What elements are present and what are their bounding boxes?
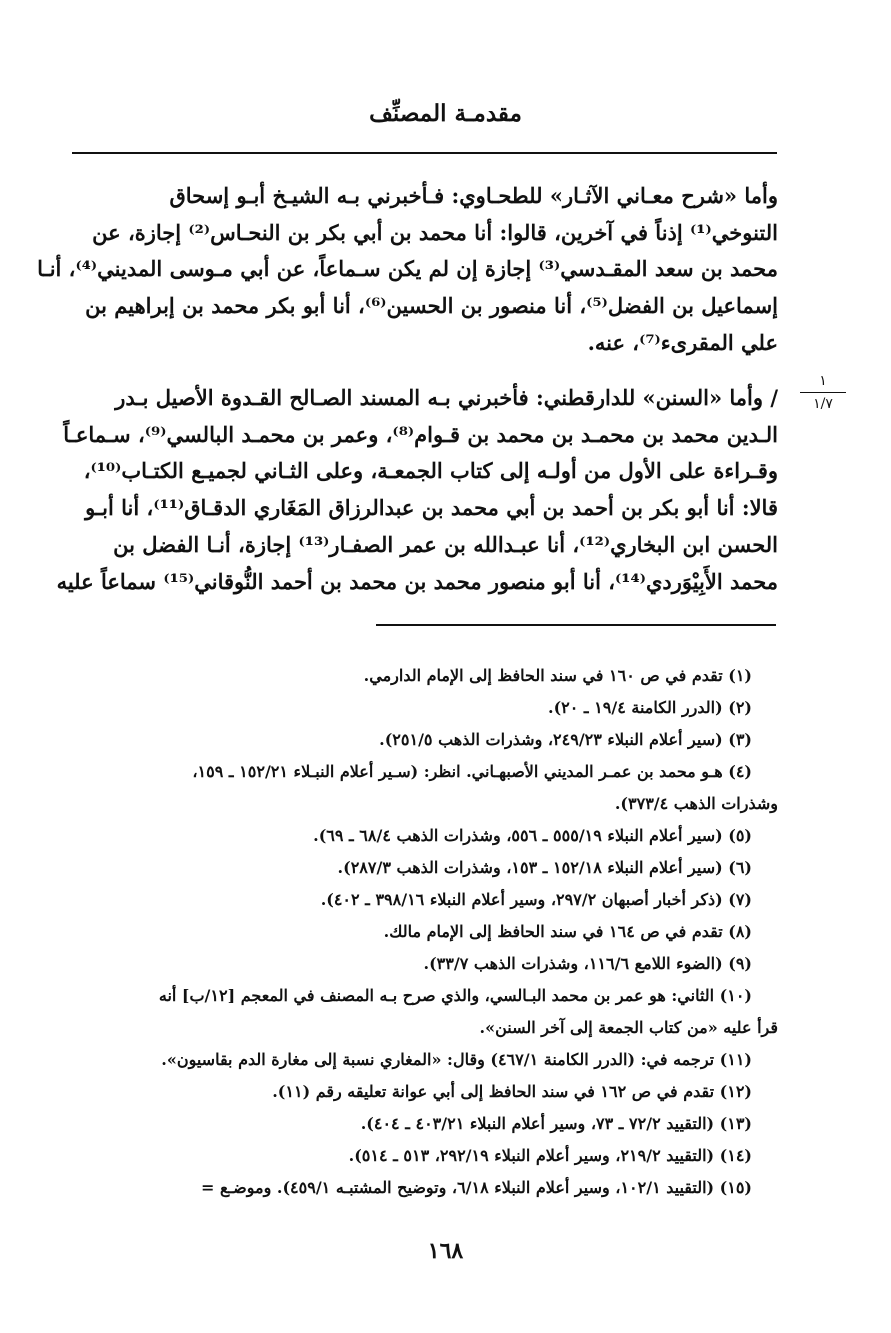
footnote-separator <box>376 624 776 626</box>
folio-page: ١/٧ <box>813 396 833 412</box>
footnote-line: (١) تقدم في ص ١٦٠ في سند الحافظ إلى الإمام الدارمي. <box>363 666 752 685</box>
footnote-line: (١٥) (التقييد ١٠٢/١، وسير أعلام النبلاء ٦/١٨، وتوضيح المشتبـه ٤٥٩/١). وموضـع = <box>200 1178 752 1197</box>
folio-number: ١ <box>819 373 827 389</box>
footnote-line: (٦) (سير أعلام النبلاء ١٥٢/١٨ ـ ١٥٣، وشذرات الذهب ٢٨٧/٣). <box>337 858 752 877</box>
text-line: / وأما «السنن» للدارقطني: فأخبرني بـه المسند الصـالح القـدوة الأصيل بـدر <box>115 385 778 410</box>
page-number: ١٦٨ <box>427 1238 464 1264</box>
text-line: الحسن ابن البخاري⁽¹²⁾، أنا عبـدالله بن عمر الصفـار⁽¹³⁾ إجازة، أنـا الفضل بن <box>113 531 778 557</box>
footnote-line: (١٤) (التقييد ٢١٩/٢، وسير أعلام النبلاء ٢٩٢/١٩، ٥١٣ ـ ٥١٤). <box>348 1146 752 1165</box>
text-line: محمد الأَبِيْوَردي⁽¹⁴⁾، أنا أبو منصور محمد بن محمد بن أحمد النُّوقاني⁽¹⁵⁾ سماعاً عليه <box>56 568 778 594</box>
footnote-line: (١١) ترجمه في: (الدرر الكامنة ٤٦٧/١) وقال: «المغاري نسبة إلى مغارة الدم بقاسيون». <box>161 1050 752 1069</box>
text-line: قالا: أنا أبو بكر بن أحمد بن أبي محمد بن عبدالرزاق المَغَاري الدقـاق⁽¹¹⁾، أنا أبـو <box>85 495 778 521</box>
text-line: وقـراءة على الأول من أولـه إلى كتاب الجمعـة، وعلى الثـاني لجميـع الكتـاب⁽¹⁰⁾، <box>83 458 778 484</box>
footnote-line: (٥) (سير أعلام النبلاء ٥٥٥/١٩ ـ ٥٥٦، وشذرات الذهب ٦٨/٤ ـ ٦٩). <box>313 826 752 845</box>
text-line: الـدين محمد بن محمـد بن محمد بن قـوام⁽⁸⁾، وعمر بن محمـد البالسي⁽⁹⁾، سـماعـاً <box>63 421 778 447</box>
text-line: وأما «شرح معـاني الآثـار» للطحـاوي: فـأخبرني بـه الشيـخ أبـو إسحاق <box>169 183 778 208</box>
footnote-line: وشذرات الذهب ٣٧٣/٤). <box>614 794 778 813</box>
footnote-line: (١٠) الثاني: هو عمر بن محمد البـالسي، والذي صرح بـه المصنف في المعجم [١٢/ب] أنه <box>158 986 752 1005</box>
text-line: إسماعيل بن الفضل⁽⁵⁾، أنا منصور بن الحسين⁽⁶⁾، أنا أبو بكر محمد بن إبراهيم بن <box>85 293 778 319</box>
manuscript-folio-reference <box>800 372 846 413</box>
footnote-line: (٩) (الضوء اللامع ١١٦/٦، وشذرات الذهب ٣٣/٧). <box>423 954 752 973</box>
folio-divider <box>800 392 846 393</box>
running-header: مقدمـة المصنِّف <box>369 100 522 127</box>
text-line: علي المقرىء⁽⁷⁾، عنه. <box>587 329 778 355</box>
footnote-line: (٢) (الدرر الكامنة ١٩/٤ ـ ٢٠). <box>548 698 752 717</box>
text-line: محمد بن سعد المقـدسي⁽³⁾ إجازة إن لم يكن سـماعاً، عن أبي مـوسى المديني⁽⁴⁾، أنـا <box>37 256 778 282</box>
footnote-line: (٣) (سير أعلام النبلاء ٢٤٩/٢٣، وشذرات الذهب ٢٥١/٥). <box>379 730 752 749</box>
body-paragraph-daraqutni <box>56 380 778 600</box>
body-paragraph-tahawi <box>37 178 778 362</box>
footnote-line: (٧) (ذكر أخبار أصبهان ٢٩٧/٢، وسير أعلام النبلاء ٣٩٨/١٦ ـ ٤٠٢). <box>320 890 752 909</box>
footnote-line: (٤) هـو محمد بن عمـر المديني الأصبهـاني. انظر: (سـير أعلام النبـلاء ١٥٢/٢١ ـ ١٥٩، <box>192 762 752 781</box>
footnote-line: (١٢) تقدم في ص ١٦٢ في سند الحافظ إلى أبي عوانة تعليقه رقم (١١). <box>272 1082 752 1101</box>
footnote-line: (١٣) (التقييد ٧٢/٢ ـ ٧٣، وسير أعلام النبلاء ٤٠٣/٢١ ـ ٤٠٤). <box>360 1114 752 1133</box>
header-rule <box>72 152 777 154</box>
footnotes <box>70 660 778 1204</box>
footnote-line: (٨) تقدم في ص ١٦٤ في سند الحافظ إلى الإمام مالك. <box>383 922 752 941</box>
footnote-line: قرأ عليه «من كتاب الجمعة إلى آخر السنن». <box>479 1018 778 1037</box>
text-line: التنوخي⁽¹⁾ إذناً في آخرين، قالوا: أنا محمد بن أبي بكر بن النحـاس⁽²⁾ إجازة، عن <box>92 219 778 245</box>
